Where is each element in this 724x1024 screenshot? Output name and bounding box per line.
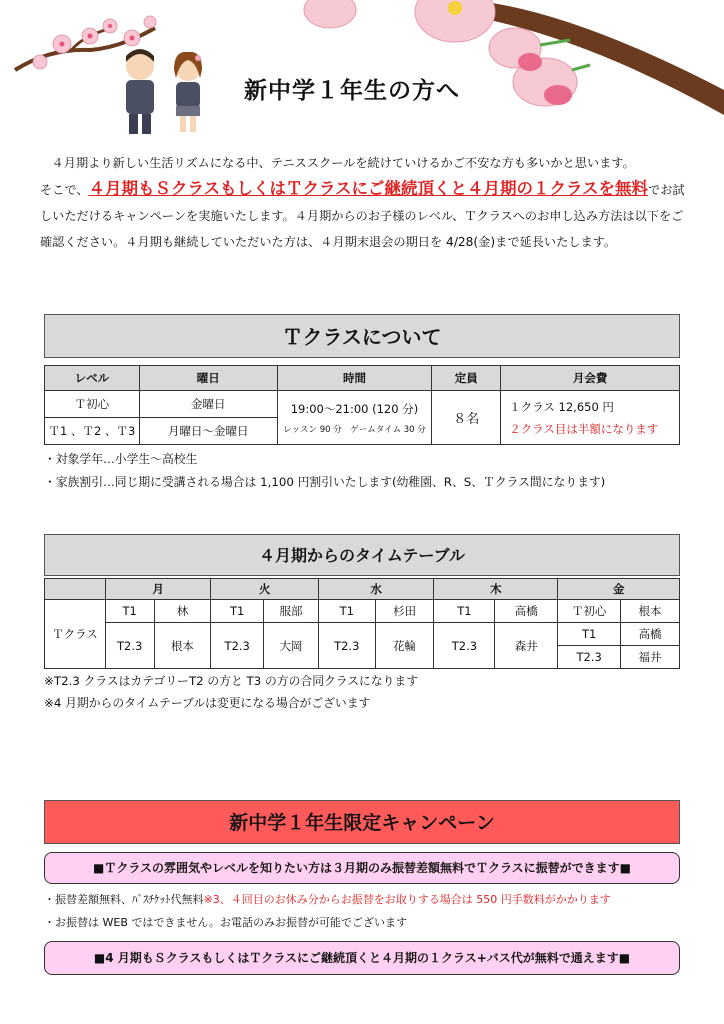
day-fri: 金 xyxy=(558,579,680,600)
table-row xyxy=(45,623,680,646)
intro-lead: そこで、 xyxy=(40,183,89,197)
note-grade: ・対象学年…小学生～高校生 xyxy=(44,452,198,466)
fee-amount: １クラス 12,650 円 xyxy=(509,399,614,414)
header-fee: 月会費 xyxy=(501,366,680,391)
coach-cell: 根本 xyxy=(621,600,680,623)
time-cell xyxy=(277,391,432,445)
table-row xyxy=(45,600,680,623)
note-transfer-fee xyxy=(44,888,611,911)
note-transfer-free: ・振替差額無料、ﾊﾞｽﾁｹｯﾄ代無料 xyxy=(44,893,204,906)
coach-cell: 森井 xyxy=(495,623,558,669)
note-t23: ※T2.3 クラスはカテゴリーT2 の方と T3 の方の合同クラスになります xyxy=(44,674,419,688)
fee-cell xyxy=(501,391,680,445)
page-title: 新中学１年生の方へ xyxy=(244,78,460,104)
time-range: 19:00～21:00 (120 分) xyxy=(290,401,419,416)
class-cell: T2.3 xyxy=(211,623,264,669)
section-campaign-title: 新中学１年生限定キャンペーン xyxy=(44,800,680,844)
campaign-notes xyxy=(44,888,611,934)
note-change: ※4 月期からのタイムテーブルは変更になる場合がございます xyxy=(44,696,371,710)
timetable xyxy=(44,578,680,669)
class-cell: T1 xyxy=(558,623,621,646)
table-row xyxy=(45,391,680,418)
intro-line-1-text: ４月期より新しい生活リズムになる中、テニススクールを続けていけるかご不安な方も多いかと思います。 xyxy=(51,156,635,170)
day-tue: 火 xyxy=(211,579,319,600)
row-label: Ｔクラス xyxy=(45,600,106,669)
timetable-header-row xyxy=(45,579,680,600)
coach-cell: 杉田 xyxy=(375,600,434,623)
intro-line-1 xyxy=(40,150,688,176)
day-cell: 金曜日 xyxy=(139,391,277,418)
note-fee-warning: ※3、４回目のお休み分からお振替をお取りする場合は 550 円手数料がかかります xyxy=(203,893,611,906)
day-wed: 水 xyxy=(318,579,434,600)
table-header-row xyxy=(45,366,680,391)
level-cell: Ｔ1 、Ｔ2 、Ｔ3 xyxy=(45,418,140,445)
level-cell: Ｔ初心 xyxy=(45,391,140,418)
class-cell: T1 xyxy=(318,600,375,623)
coach-cell: 大岡 xyxy=(264,623,319,669)
coach-cell: 福井 xyxy=(621,646,680,669)
section-timetable-title: ４月期からのタイムテーブル xyxy=(44,534,680,576)
header-time: 時間 xyxy=(277,366,432,391)
header-capacity: 定員 xyxy=(432,366,501,391)
coach-cell: 服部 xyxy=(264,600,319,623)
class-cell: Ｔ初心 xyxy=(558,600,621,623)
intro-text xyxy=(40,150,688,255)
coach-cell: 林 xyxy=(154,600,211,623)
t-class-table xyxy=(44,365,680,445)
timetable-notes xyxy=(44,670,418,714)
class-cell: T1 xyxy=(211,600,264,623)
coach-cell: 花輪 xyxy=(375,623,434,669)
corner-cell xyxy=(45,579,106,600)
class-cell: T2.3 xyxy=(558,646,621,669)
capacity-cell: ８名 xyxy=(432,391,501,445)
intro-paragraph xyxy=(40,176,688,255)
day-mon: 月 xyxy=(105,579,210,600)
header-level: レベル xyxy=(45,366,140,391)
campaign-box-transfer: ■Ｔクラスの雰囲気やレベルを知りたい方は３月期のみ振替差額無料でＴクラスに振替ができます■ xyxy=(44,852,680,884)
coach-cell: 高橋 xyxy=(621,623,680,646)
fee-note: ２クラス目は半額になります xyxy=(509,421,659,436)
campaign-highlight: ４月期もＳクラスもしくはＴクラスにご継続頂くと４月期の１クラスを無料 xyxy=(88,179,649,198)
section-t-class-title: Ｔクラスについて xyxy=(44,314,680,358)
campaign-box-free-class: ■4 月期もＳクラスもしくはＴクラスにご継続頂くと４月期の１クラス+バス代が無料で通えます■ xyxy=(44,941,680,975)
day-thu: 木 xyxy=(434,579,558,600)
class-cell: T1 xyxy=(434,600,495,623)
note-phone-only: ・お振替は WEB ではできません。お電話のみお振替が可能でございます xyxy=(44,916,408,929)
coach-cell: 高橋 xyxy=(495,600,558,623)
time-detail: レッスン 90 分 ゲームタイム 30 分 xyxy=(283,424,426,435)
class-cell: T1 xyxy=(105,600,154,623)
day-cell: 月曜日～金曜日 xyxy=(139,418,277,445)
note-family-discount: ・家族割引…同じ期に受講される場合は 1,100 円割引いたします(幼稚園、R、S、Ｔクラス間になります) xyxy=(44,475,606,489)
class-cell: T2.3 xyxy=(434,623,495,669)
class-cell: T2.3 xyxy=(318,623,375,669)
t-class-notes xyxy=(44,448,605,494)
intro-body: でお試しいただけるキャンペーンを実施いたします。４月期からのお子様のレベル、Ｔクラスへのお申し込み方法は以下をご確認ください。４月期も継続していただいた方は、４月期末退会の期日を 4/28(金)まで延長いたします。 xyxy=(40,183,685,249)
students-illustration xyxy=(108,40,218,140)
header-day: 曜日 xyxy=(139,366,277,391)
class-cell: T2.3 xyxy=(105,623,154,669)
coach-cell: 根本 xyxy=(154,623,211,669)
